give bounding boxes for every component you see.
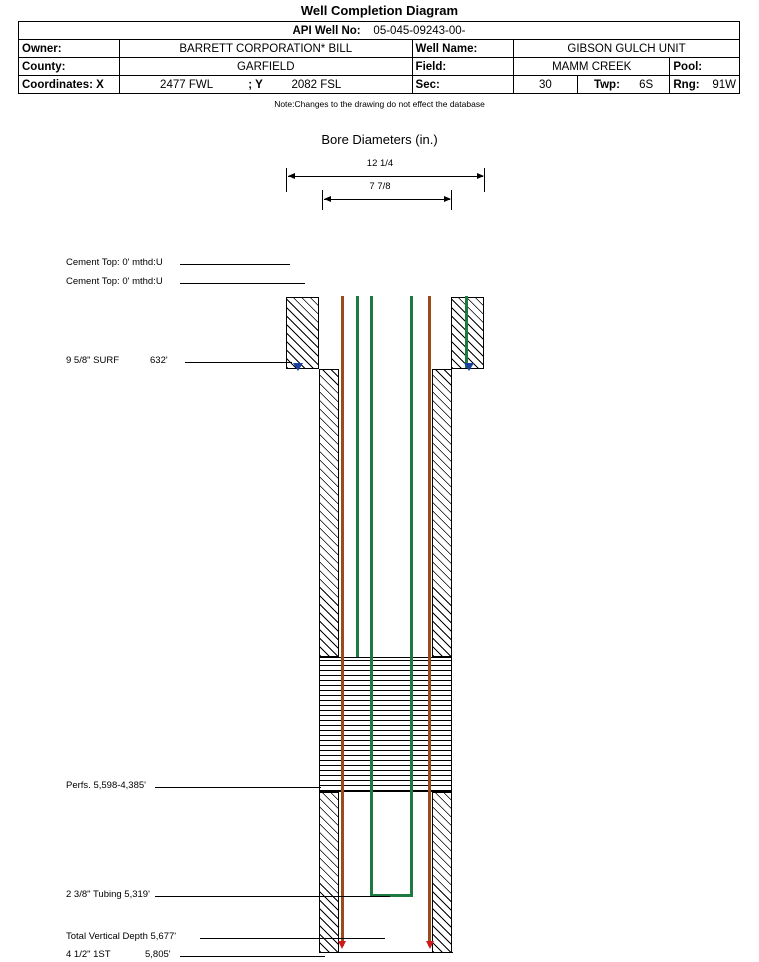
api-label: API Well No: bbox=[292, 24, 361, 37]
drawing-note: Note:Changes to the drawing do not effect the database bbox=[274, 99, 485, 109]
api-value: 05-045-09243-00- bbox=[373, 24, 466, 37]
surface-casing-label: 9 5/8" SURF bbox=[66, 355, 120, 366]
pool-label: Pool: bbox=[670, 58, 740, 76]
inner-dim-left-tick bbox=[322, 190, 323, 210]
sec-value: 30 bbox=[514, 76, 578, 94]
leader-cement-top-2 bbox=[180, 283, 305, 284]
coordinates-label: Coordinates: X bbox=[19, 76, 120, 94]
inner-dim-right-arrow bbox=[444, 196, 451, 202]
tubing-string-right bbox=[410, 296, 413, 897]
outer-dim-left-tick bbox=[286, 168, 287, 192]
inner-dim-line bbox=[324, 199, 450, 200]
surface-casing-green-left bbox=[356, 296, 359, 657]
county-label: County: bbox=[19, 58, 120, 76]
production-casing-label: 4 1/2" 1ST bbox=[66, 949, 111, 960]
cement-top-label-1: Cement Top: 0' mthd:U bbox=[66, 257, 163, 268]
coordinates-y: 2082 FSL bbox=[291, 78, 342, 91]
leader-cement-top-2-diag bbox=[308, 275, 326, 290]
owner-value: BARRETT CORPORATION* BILL bbox=[119, 40, 412, 58]
surface-casing-shoe-right bbox=[464, 363, 474, 371]
borehole-wall-left-upper bbox=[319, 369, 339, 657]
perfs-label: Perfs. 5,598-4,385' bbox=[66, 780, 146, 791]
inner-dim-right-tick bbox=[451, 190, 452, 210]
production-casing-shoe-left bbox=[338, 941, 346, 949]
outer-dim-line bbox=[288, 176, 483, 177]
rng-cell bbox=[670, 76, 740, 94]
owner-label: Owner: bbox=[19, 40, 120, 58]
county-value: GARFIELD bbox=[119, 58, 412, 76]
tubing-label: 2 3/8" Tubing 5,319' bbox=[66, 889, 150, 900]
inner-bore-diameter-label: 7 7/8 bbox=[369, 181, 391, 192]
sec-label: Sec: bbox=[412, 76, 514, 94]
surface-casing-shoe-left bbox=[293, 363, 303, 371]
page-title: Well Completion Diagram bbox=[300, 3, 459, 18]
leader-cement-top-1 bbox=[180, 264, 290, 265]
field-value: MAMM CREEK bbox=[514, 58, 670, 76]
leader-cement-top-1-diag bbox=[296, 249, 328, 280]
leader-tvd bbox=[200, 938, 385, 939]
table-row bbox=[19, 58, 740, 76]
twp-value: 6S bbox=[639, 78, 654, 91]
surface-casing-depth-label: 632' bbox=[150, 355, 168, 366]
leader-tubing bbox=[155, 896, 390, 897]
leader-surface-casing bbox=[185, 362, 292, 363]
production-casing-depth-label: 5,805' bbox=[145, 949, 171, 960]
borehole-wall-right-lower bbox=[432, 792, 452, 953]
coordinates-x-value bbox=[119, 76, 412, 94]
borehole-wall-left-lower bbox=[319, 792, 339, 953]
rng-label: Rng: bbox=[673, 78, 700, 91]
well-name-label: Well Name: bbox=[412, 40, 514, 58]
outer-dim-right-tick bbox=[484, 168, 485, 192]
inner-dim-left-arrow bbox=[324, 196, 331, 202]
coordinates-x: 2477 FWL bbox=[160, 78, 214, 91]
twp-cell bbox=[577, 76, 670, 94]
production-casing-right bbox=[428, 296, 431, 946]
table-row bbox=[19, 76, 740, 94]
well-name-value: GIBSON GULCH UNIT bbox=[514, 40, 740, 58]
api-cell bbox=[19, 22, 740, 40]
outer-dim-right-arrow bbox=[477, 173, 484, 179]
borehole-wall-right-upper bbox=[432, 369, 452, 657]
production-casing-left bbox=[341, 296, 344, 946]
cement-top-label-2: Cement Top: 0' mthd:U bbox=[66, 276, 163, 287]
perforated-interval bbox=[319, 657, 452, 792]
tubing-string-left bbox=[370, 296, 373, 897]
table-row bbox=[19, 40, 740, 58]
outer-bore-diameter-label: 12 1/4 bbox=[366, 158, 394, 169]
well-header-table bbox=[18, 21, 740, 94]
surface-casing-cement-left bbox=[286, 297, 319, 369]
rng-value: 91W bbox=[712, 78, 736, 91]
table-row bbox=[19, 22, 740, 40]
total-vertical-depth-label: Total Vertical Depth 5,677' bbox=[66, 931, 177, 942]
outer-dim-left-arrow bbox=[288, 173, 295, 179]
leader-production-casing bbox=[180, 956, 325, 957]
borehole-bottom-line bbox=[319, 952, 453, 953]
surface-casing-green-right bbox=[465, 296, 468, 368]
coordinates-y-label: ; Y bbox=[248, 78, 263, 91]
twp-label: Twp: bbox=[593, 78, 620, 91]
bore-diameters-title: Bore Diameters (in.) bbox=[321, 132, 438, 147]
leader-perfs bbox=[155, 787, 321, 788]
field-label: Field: bbox=[412, 58, 514, 76]
